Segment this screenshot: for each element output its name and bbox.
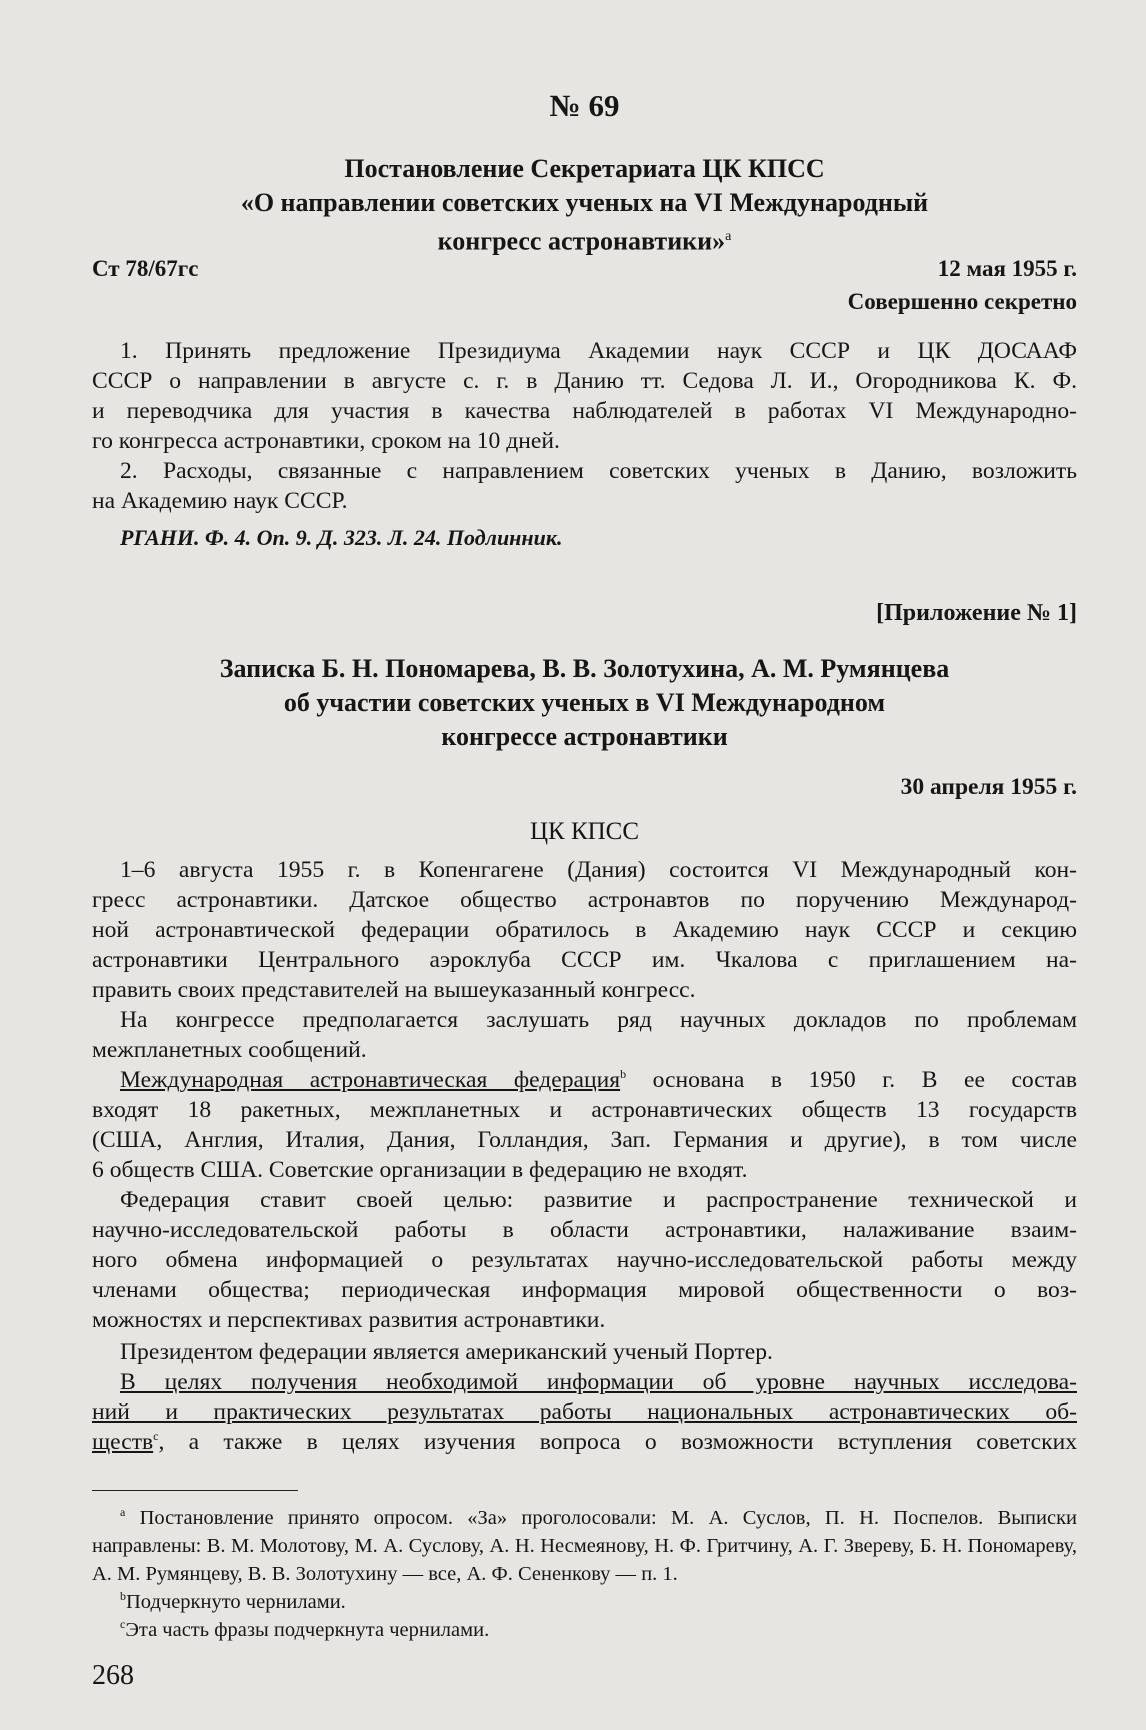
memo-paragraph: На конгрессе предполагается заслушать ряд научных докладов по проблемам межпланетных сообщений. bbox=[92, 1007, 1077, 1063]
footnote-b: $^b$Подчеркнуто чернилами. bbox=[120, 1589, 346, 1613]
memo-paragraph: В целях получения необходимой информации об уровне научных исследова- ний и практических результатах работы национальных астронавтических об- ществ$^c$, а также в целях изучения вопроса о возможности вступления советских bbox=[92, 1369, 1077, 1455]
underlined-text: Международная астронавтическая федерация bbox=[120, 1067, 621, 1093]
resolution-item-2: 2. Расходы, связанные с направлением советских ученых в Данию, возложить на Академию наук СССР. bbox=[92, 458, 1077, 514]
appendix-label: [Приложение № 1] bbox=[876, 600, 1077, 626]
footnote-c: $^c$Эта часть фразы подчеркнута чернилами. bbox=[120, 1617, 490, 1641]
resolution-body bbox=[92, 336, 1077, 516]
document-title: Постановление Секретариата ЦК КПСС «О направлении советских ученых на VI Международный конгресс астронавтики»$^a$ bbox=[240, 154, 929, 256]
document-number: № 69 bbox=[549, 88, 620, 123]
memo-body bbox=[92, 855, 1077, 1457]
appendix-date: 30 апреля 1955 г. bbox=[900, 774, 1077, 800]
footnote-mark-b: b bbox=[620, 1067, 627, 1082]
memo-paragraph: 1–6 августа 1955 г. в Копенгагене (Дания) состоится VI Международный кон- гресс астронавтики. Датское общество астронавтов по поручению Международ- ной астронавтической федерации обратилось в Академию наук СССР и секцию астронавтики Центрального аэроклуба СССР им. Чкалова с приглашением на- править своих представителей на вышеуказанный конгресс. bbox=[92, 857, 1077, 1003]
footnote-mark-a: a bbox=[725, 229, 732, 244]
page-number: 268 bbox=[92, 1660, 134, 1691]
footnotes bbox=[92, 1504, 1077, 1644]
appendix-title: Записка Б. Н. Пономарева, В. В. Золотухина, А. М. Румянцева об участии советских ученых в VI Международном конгрессе астронавтики bbox=[219, 654, 950, 751]
document-ref-row bbox=[92, 256, 1077, 282]
underlined-text: ний и практических результатах работы национальных астронавтических об- bbox=[92, 1399, 1077, 1425]
footnote-divider bbox=[92, 1490, 298, 1491]
memo-paragraph: Федерация ставит своей целью: развитие и распространение технической и научно-исследовательской работы в области астронавтики, налаживание взаим- ного обмена информацией о результатах научно-исследовательской работы между членами общества; периодическая информация мировой общественности о воз- можностях и перспективах развития астронавтики. bbox=[92, 1187, 1077, 1333]
footnote-a: $^a$ Постановление принято опросом. «За» проголосовали: М. А. Суслов, П. Н. Поспелов. Выписки направлены: В. М. Молотову, М. А. Суслову, А. Н. Несмеянову, Н. Ф. Гритчину, А. Г. Звереву, Б. Н. Пономареву, А. М. Румянцеву, В. В. Золотухину — все, А. Ф. Сененкову — п. 1. bbox=[92, 1505, 1077, 1585]
document-ref: Ст 78/67гс bbox=[92, 256, 199, 281]
underlined-text: ществ bbox=[92, 1429, 154, 1455]
document-date: 12 мая 1955 г. bbox=[937, 256, 1077, 281]
resolution-item-1: 1. Принять предложение Президиума Академии наук СССР и ЦК ДОСААФ СССР о направлении в августе с. г. в Данию тт. Седова Л. И., Огородникова К. Ф. и переводчика для участия в качества наблюдателей в работах VI Международно- го конгресса астронавтики, сроком на 10 дней. bbox=[92, 338, 1077, 454]
memo-paragraph: Президентом федерации является американский ученый Портер. bbox=[120, 1339, 773, 1365]
footnote-mark-c: c bbox=[153, 1429, 159, 1444]
underlined-text: В целях получения необходимой информации об уровне научных исследова- bbox=[120, 1369, 1077, 1395]
addressee: ЦК КПСС bbox=[529, 818, 640, 845]
classification-stamp: Совершенно секретно bbox=[847, 289, 1077, 314]
memo-paragraph: Международная астронавтическая федерация$^b$ основана в 1950 г. В ее состав входят 18 ракетных, межпланетных и астронавтических обществ 13 государств (США, Англия, Италия, Дания, Голландия, Зап. Германия и другие), в том числе 6 обществ США. Советские организации в федерацию не входят. bbox=[92, 1067, 1077, 1183]
archive-source: РГАНИ. Ф. 4. Оп. 9. Д. 323. Л. 24. Подлинник. bbox=[120, 525, 563, 550]
